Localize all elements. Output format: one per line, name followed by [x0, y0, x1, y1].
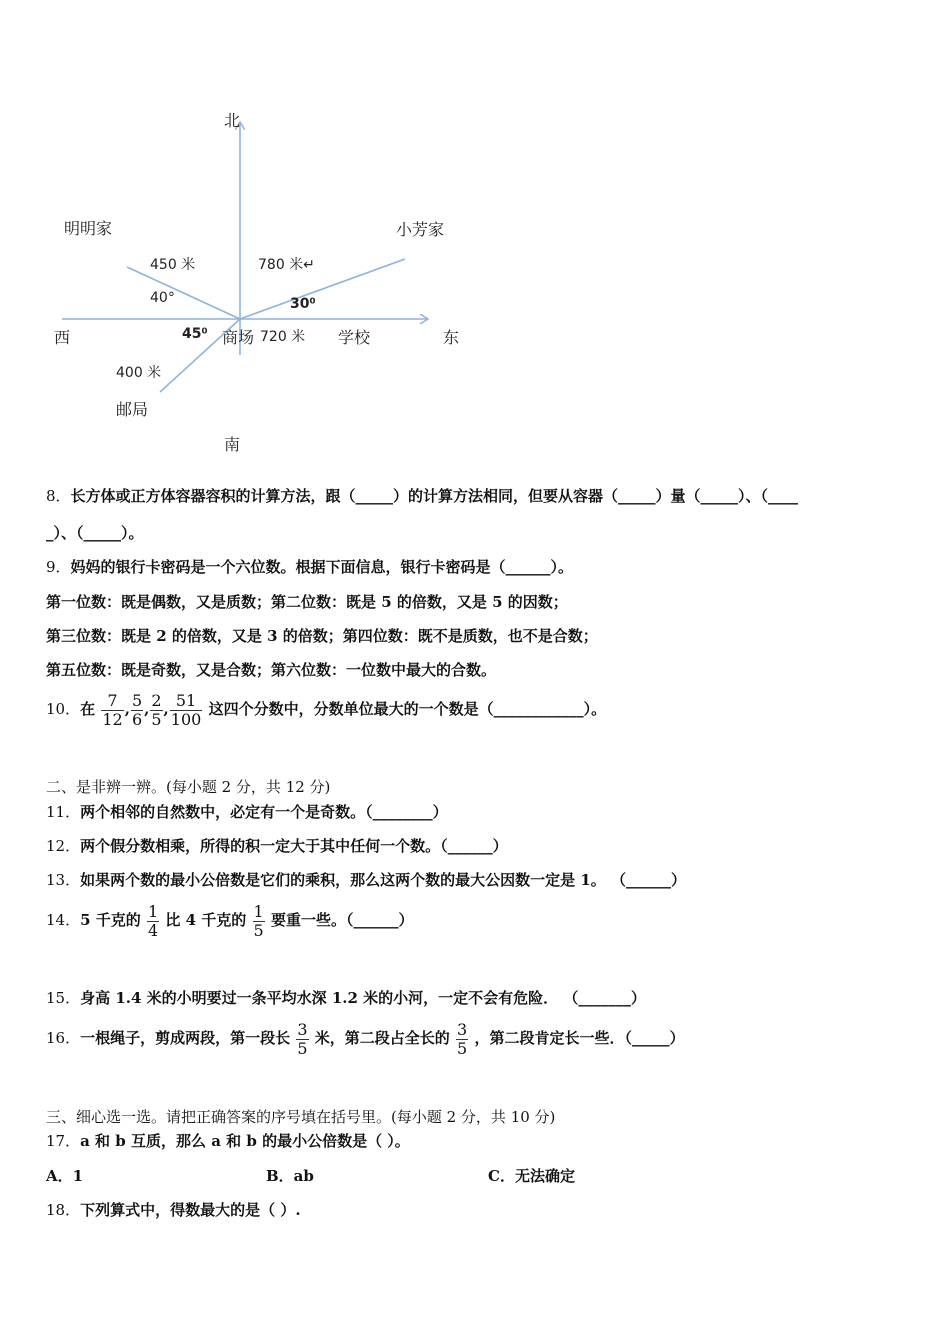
- option-c: C．无法确定: [488, 1167, 575, 1185]
- separator: ,: [124, 700, 130, 719]
- denominator: 6: [131, 709, 143, 729]
- question-12-text: 两个假分数相乘，所得的积一定大于其中任何一个数。（______）: [80, 837, 508, 855]
- denominator: 12: [102, 709, 123, 729]
- fraction: [150, 692, 162, 728]
- distance-xiaofang: 780 米↵: [258, 257, 315, 273]
- question-number: 17．: [46, 1132, 81, 1150]
- question-9-clue-3: 第五位数：既是奇数，又是合数；第六位数：一位数中最大的合数。: [46, 661, 497, 679]
- fraction: [456, 1021, 468, 1057]
- north-label: 北: [224, 111, 241, 130]
- numerator: 1: [253, 902, 264, 921]
- question-number: 13．: [46, 871, 81, 889]
- fraction: [296, 1021, 308, 1057]
- fraction: [147, 903, 159, 939]
- numerator: 51: [175, 691, 197, 710]
- question-17: [46, 1130, 410, 1151]
- numerator: 1: [148, 902, 159, 921]
- distance-mingming: 450 米: [150, 257, 196, 273]
- question-number: 12．: [46, 837, 81, 855]
- denominator: 5: [253, 920, 264, 940]
- question-14-part-a: 5 千克的: [80, 911, 141, 930]
- question-16-part-a: 一根绳子，剪成两段，第一段长: [80, 1029, 291, 1048]
- west-label: 西: [54, 328, 71, 347]
- question-10-post: 这四个分数中，分数单位最大的一个数是（____________）。: [208, 700, 607, 719]
- question-11-text: 两个相邻的自然数中，必定有一个是奇数。（________）: [80, 803, 448, 821]
- distance-school: 720 米: [260, 329, 306, 345]
- question-number: 9．: [46, 558, 71, 576]
- angle-mingming: 40°: [150, 290, 175, 306]
- question-14-part-b: 比 4 千克的: [165, 911, 247, 930]
- fraction: [170, 692, 203, 728]
- mingming-home-label: 明明家: [64, 219, 113, 238]
- option-a: A．1: [46, 1167, 84, 1185]
- question-8-text: 长方体或正方体容器容积的计算方法，跟（_____）的计算方法相同，但要从容器（_____）量（_____）、（____: [70, 487, 799, 505]
- mall-label: 商场: [222, 328, 255, 347]
- question-18: [46, 1199, 301, 1220]
- question-8-line1: [46, 485, 798, 506]
- numerator: 3: [297, 1020, 308, 1039]
- question-number: 10．: [46, 700, 81, 719]
- denominator: 4: [148, 920, 159, 940]
- separator: ,: [163, 700, 169, 719]
- south-label: 南: [224, 435, 241, 454]
- denominator: 5: [151, 709, 162, 729]
- numerator: 7: [107, 691, 118, 710]
- school-label: 学校: [338, 328, 371, 347]
- question-9-text: 妈妈的银行卡密码是一个六位数。根据下面信息，银行卡密码是（______）。: [70, 558, 574, 576]
- question-number: 11．: [46, 803, 81, 821]
- question-17-text: a 和 b 互质，那么 a 和 b 的最小公倍数是（ ）。: [80, 1132, 410, 1150]
- xiaofang-home-label: 小芳家: [396, 220, 445, 239]
- question-9-stem: [46, 556, 573, 577]
- question-16-part-b: 米，第二段占全长的: [314, 1029, 450, 1048]
- separator: ,: [144, 700, 150, 719]
- denominator: 5: [457, 1038, 468, 1058]
- fraction: [253, 903, 265, 939]
- denominator: 5: [297, 1038, 308, 1058]
- question-14-part-c: 要重一些。（______）: [270, 911, 414, 930]
- fraction: [131, 692, 143, 728]
- angle-post-office: 45⁰: [182, 326, 208, 342]
- post-office-label: 邮局: [116, 400, 149, 419]
- numerator: 5: [131, 691, 143, 710]
- question-14: [46, 903, 413, 939]
- question-10: [46, 692, 606, 728]
- question-10-pre: 在: [80, 700, 96, 719]
- section-3-title: 三、细心选一选。请把正确答案的序号填在括号里。(每小题 2 分，共 10 分): [46, 1108, 556, 1126]
- distance-post-office: 400 米: [116, 365, 162, 381]
- question-18-text: 下列算式中，得数最大的是（ ）.: [80, 1201, 301, 1219]
- numerator: 2: [151, 691, 162, 710]
- east-label: 东: [443, 328, 460, 347]
- question-9-clue-2: 第三位数：既是 2 的倍数，又是 3 的倍数；第四位数：既不是质数，也不是合数；: [46, 627, 598, 645]
- question-number: 15．: [46, 989, 81, 1007]
- question-11: [46, 801, 448, 822]
- numerator: 3: [457, 1020, 468, 1039]
- option-b: B．ab: [266, 1167, 314, 1185]
- question-16-part-c: ，第二段肯定长一些．（_____）: [474, 1029, 685, 1048]
- section-2-title: 二、是非辨一辨。(每小题 2 分，共 12 分): [46, 778, 331, 796]
- question-12: [46, 835, 508, 856]
- question-number: 16．: [46, 1029, 81, 1048]
- question-9-clue-1: 第一位数：既是偶数，又是质数；第二位数：既是 5 的倍数，又是 5 的因数；: [46, 593, 568, 611]
- question-16: [46, 1021, 684, 1057]
- question-number: 18．: [46, 1201, 81, 1219]
- question-15-text: 身高 1.4 米的小明要过一条平均水深 1.2 米的小河，一定不会有危险． （_______）: [80, 989, 646, 1007]
- question-15: [46, 987, 646, 1008]
- question-13: [46, 869, 686, 890]
- question-number: 14．: [46, 911, 81, 930]
- line-to-mingming: [127, 267, 240, 319]
- question-8-line2: _）、（_____）。: [46, 524, 144, 542]
- question-number: 8．: [46, 487, 71, 505]
- angle-xiaofang: 30⁰: [290, 296, 316, 312]
- denominator: 100: [170, 709, 202, 729]
- question-13-text: 如果两个数的最小公倍数是它们的乘积，那么这两个数的最大公因数一定是 1。 （______）: [80, 871, 686, 889]
- fraction: [101, 692, 123, 728]
